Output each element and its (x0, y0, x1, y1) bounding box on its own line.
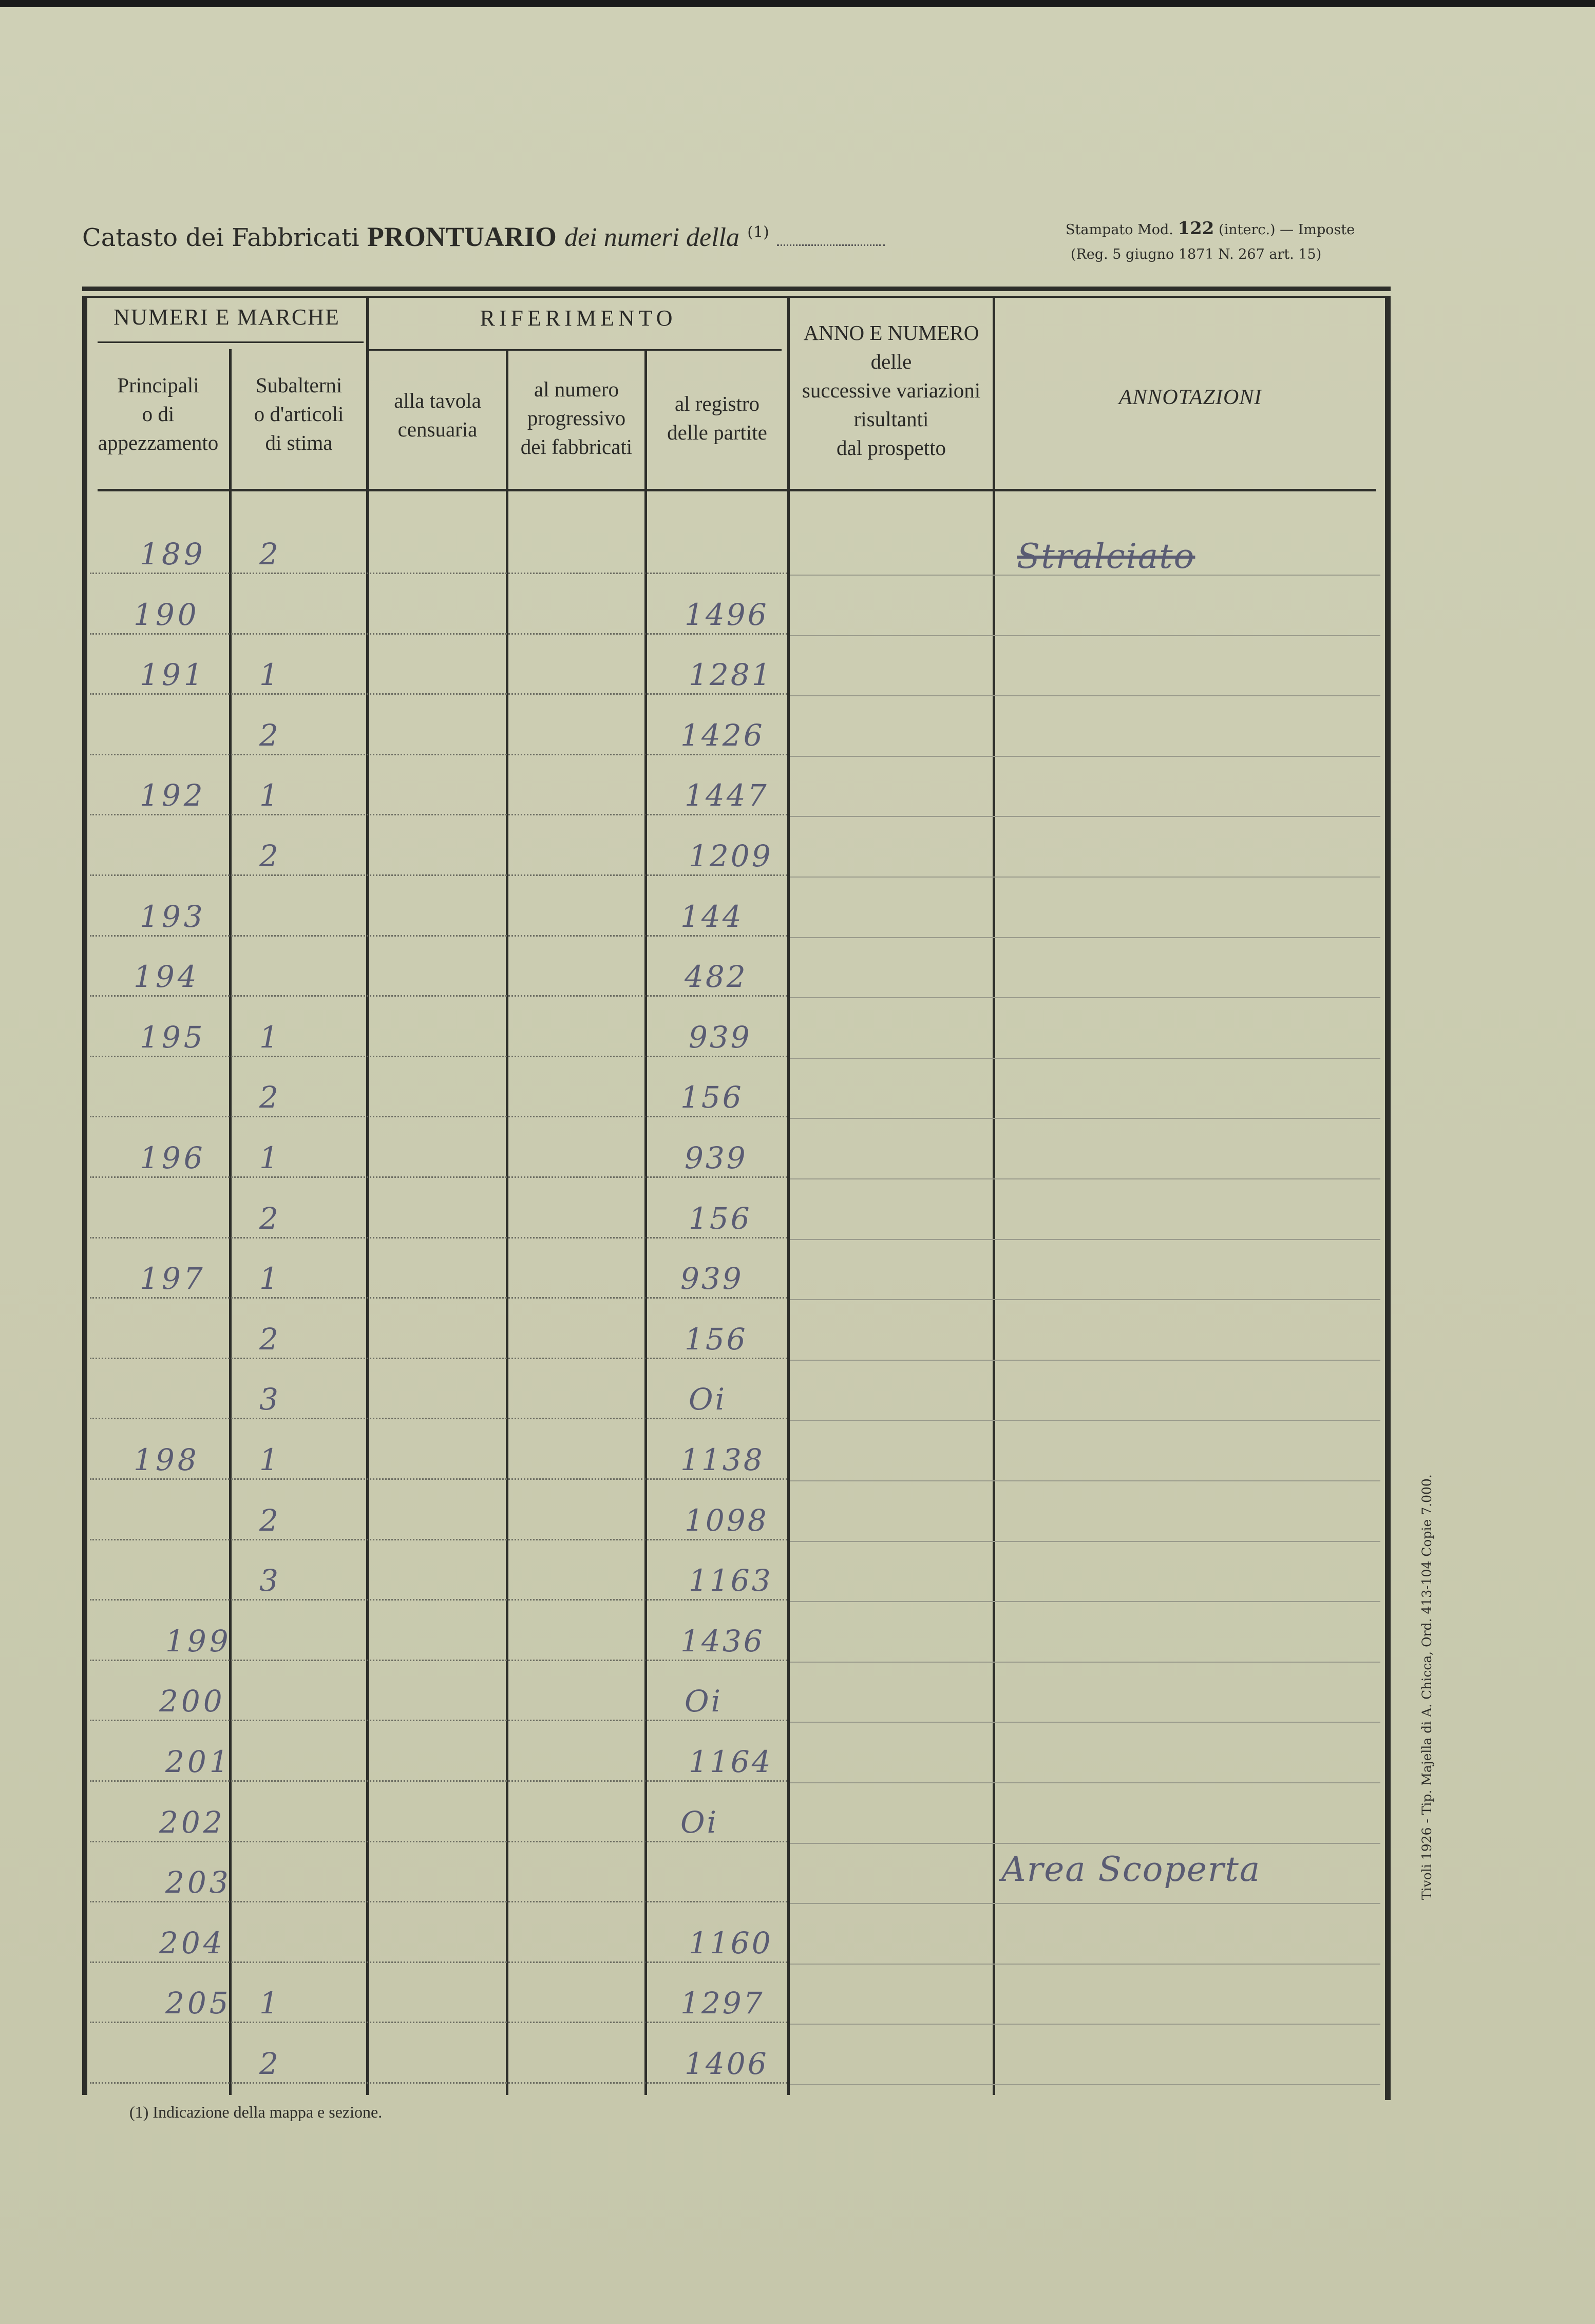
header-annotazioni: ANNOTAZIONI (1118, 386, 1262, 409)
row-line (90, 1237, 787, 1239)
form-model-stamp: Stampato Mod. 122 (interc.) — Imposte (1066, 218, 1355, 239)
row-line-right (790, 2024, 1380, 2025)
row-line-right (790, 1662, 1380, 1663)
row-line (90, 1418, 787, 1419)
row-line (90, 874, 787, 876)
registro-cell: 1447 (685, 778, 769, 813)
subalterno-cell: 2 (259, 537, 278, 572)
registro-cell: 1138 (680, 1442, 765, 1477)
subalterno-cell: 2 (259, 1080, 278, 1115)
row-line (90, 1056, 787, 1057)
principale-cell: 189 (140, 537, 206, 572)
principale-cell: 203 (165, 1865, 232, 1900)
row-line (90, 1720, 787, 1721)
row-line-right (790, 1601, 1380, 1602)
row-line-right (790, 756, 1380, 757)
registro-cell: 1209 (689, 839, 773, 873)
row-line-right (790, 816, 1380, 817)
title-bold: PRONTUARIO (367, 221, 557, 252)
registro-cell: 1163 (689, 1563, 773, 1598)
principale-cell: 197 (140, 1261, 206, 1297)
subalterno-cell: 2 (259, 1201, 278, 1236)
registro-cell: 1496 (685, 597, 769, 632)
row-line-right (790, 1058, 1380, 1059)
row-line-right (790, 1903, 1380, 1904)
subalterno-cell: 2 (259, 839, 278, 873)
row-line (90, 573, 787, 574)
row-line-right (790, 695, 1380, 696)
footnote: (1) Indicazione della mappa e sezione. (129, 2103, 383, 2121)
title-italic: dei numeri della (564, 223, 739, 252)
registro-cell: 1164 (689, 1744, 773, 1779)
row-line-right (790, 1722, 1380, 1723)
row-line (90, 1539, 787, 1540)
subalterno-cell: 1 (259, 1986, 278, 2021)
header-anno-e-numero: ANNO E NUMERO delle successive variazioni risultanti dal prospetto (802, 321, 981, 460)
row-line-right (790, 1178, 1380, 1179)
registro-cell: 1098 (685, 1502, 769, 1538)
registro-cell: 1426 (680, 717, 765, 753)
form-model-number: 122 (1178, 218, 1214, 239)
row-line-right (790, 635, 1380, 636)
header-numero-progressivo: al numero progressivo dei fabbricati (520, 377, 633, 459)
principale-cell: 195 (140, 1019, 206, 1055)
registro-cell: 939 (685, 1140, 748, 1175)
row-line-right (790, 877, 1380, 878)
row-line-right (790, 1541, 1380, 1542)
header-principali: Principali o di appezzamento (98, 373, 219, 454)
row-line (90, 814, 787, 815)
principale-cell: 194 (134, 959, 200, 995)
row-line (90, 633, 787, 635)
row-line (90, 2022, 787, 2023)
registro-cell: Oi (680, 1804, 719, 1840)
row-line-right (790, 1360, 1380, 1361)
row-line-right (790, 1480, 1380, 1481)
row-line (90, 693, 787, 695)
registro-cell: 1160 (689, 1925, 773, 1960)
row-line-right (790, 1239, 1380, 1240)
principale-cell: 201 (165, 1744, 232, 1779)
annotazione-cell: Area Scoperta (1001, 1850, 1261, 1890)
printer-imprint: Tivoli 1926 - Tip. Majella di A. Chicca, Ord. 413-104 Copie 7.000. (1419, 1474, 1434, 1900)
principale-cell: 193 (140, 899, 206, 934)
principale-cell: 202 (159, 1804, 225, 1840)
row-line-right (790, 1420, 1380, 1421)
form-title (82, 221, 885, 253)
registro-cell: 156 (689, 1201, 752, 1236)
subalterno-cell: 3 (259, 1563, 278, 1598)
row-line (90, 2082, 787, 2084)
row-line (90, 935, 787, 937)
subalterno-cell: 1 (259, 1261, 278, 1297)
header-registro-partite: al registro delle partite (667, 392, 767, 444)
subalterno-cell: 2 (259, 1502, 278, 1538)
row-line-right (790, 1118, 1380, 1119)
row-line (90, 1660, 787, 1661)
principale-cell: 199 (165, 1623, 232, 1659)
principale-cell: 200 (159, 1684, 225, 1719)
subalterno-cell: 2 (259, 2046, 278, 2081)
subalterno-cell: 3 (259, 1382, 278, 1417)
row-line (90, 1780, 787, 1782)
row-line (90, 1961, 787, 1963)
registro-cell: 144 (680, 899, 744, 934)
registro-cell: 1406 (685, 2046, 769, 2081)
row-line (90, 1176, 787, 1178)
form-regulation-stamp: (Reg. 5 giugno 1871 N. 267 art. 15) (1071, 246, 1322, 262)
header-subalterni: Subalterni o d'articoli di stima (254, 373, 344, 454)
subalterno-cell: 1 (259, 1140, 278, 1175)
header-riferimento: RIFERIMENTO (480, 306, 677, 331)
title-blank-line (777, 239, 885, 246)
principale-cell: 192 (140, 778, 206, 813)
registro-cell: Oi (685, 1684, 723, 1719)
registro-cell: 1281 (689, 657, 773, 693)
principale-cell: 204 (159, 1925, 225, 1960)
registro-cell: 939 (689, 1019, 752, 1055)
row-line (90, 1116, 787, 1117)
principale-cell: 191 (140, 657, 206, 693)
row-line (90, 1841, 787, 1842)
registro-cell: Oi (689, 1382, 727, 1417)
subalterno-cell: 1 (259, 657, 278, 693)
row-line (90, 1599, 787, 1601)
header-tavola-censuaria: alla tavola censuaria (394, 389, 481, 441)
registro-cell: 156 (680, 1080, 744, 1115)
row-line (90, 1478, 787, 1480)
subalterno-cell: 1 (259, 778, 278, 813)
registro-cell: 482 (685, 959, 748, 995)
row-line-right (790, 1782, 1380, 1783)
row-line (90, 754, 787, 755)
row-line (90, 995, 787, 997)
principale-cell: 190 (134, 597, 200, 632)
subalterno-cell: 2 (259, 1321, 278, 1357)
row-line (90, 1358, 787, 1359)
principale-cell: 198 (134, 1442, 200, 1477)
subalterno-cell: 1 (259, 1442, 278, 1477)
registro-cell: 1297 (680, 1986, 765, 2021)
header-numeri-e-marche: NUMERI E MARCHE (113, 304, 340, 330)
row-line (90, 1297, 787, 1299)
row-line-right (790, 937, 1380, 938)
subalterno-cell: 2 (259, 717, 278, 753)
row-line-right (790, 997, 1380, 998)
scan-edge (0, 0, 1595, 7)
principale-cell: 205 (165, 1986, 232, 2021)
registro-cell: 939 (680, 1261, 744, 1297)
subalterno-cell: 1 (259, 1019, 278, 1055)
title-footnote-marker: (1) (747, 223, 769, 241)
row-line-right (790, 1964, 1380, 1965)
annotazione-cell: Stralciato (1017, 537, 1195, 576)
registro-cell: 1436 (680, 1623, 765, 1659)
row-line-right (790, 1843, 1380, 1844)
row-line-right (790, 2084, 1380, 2085)
registro-cell: 156 (685, 1321, 748, 1357)
row-line-right (790, 1299, 1380, 1300)
row-line (90, 1901, 787, 1902)
principale-cell: 196 (140, 1140, 206, 1175)
title-prefix: Catasto dei Fabbricati (82, 223, 359, 252)
